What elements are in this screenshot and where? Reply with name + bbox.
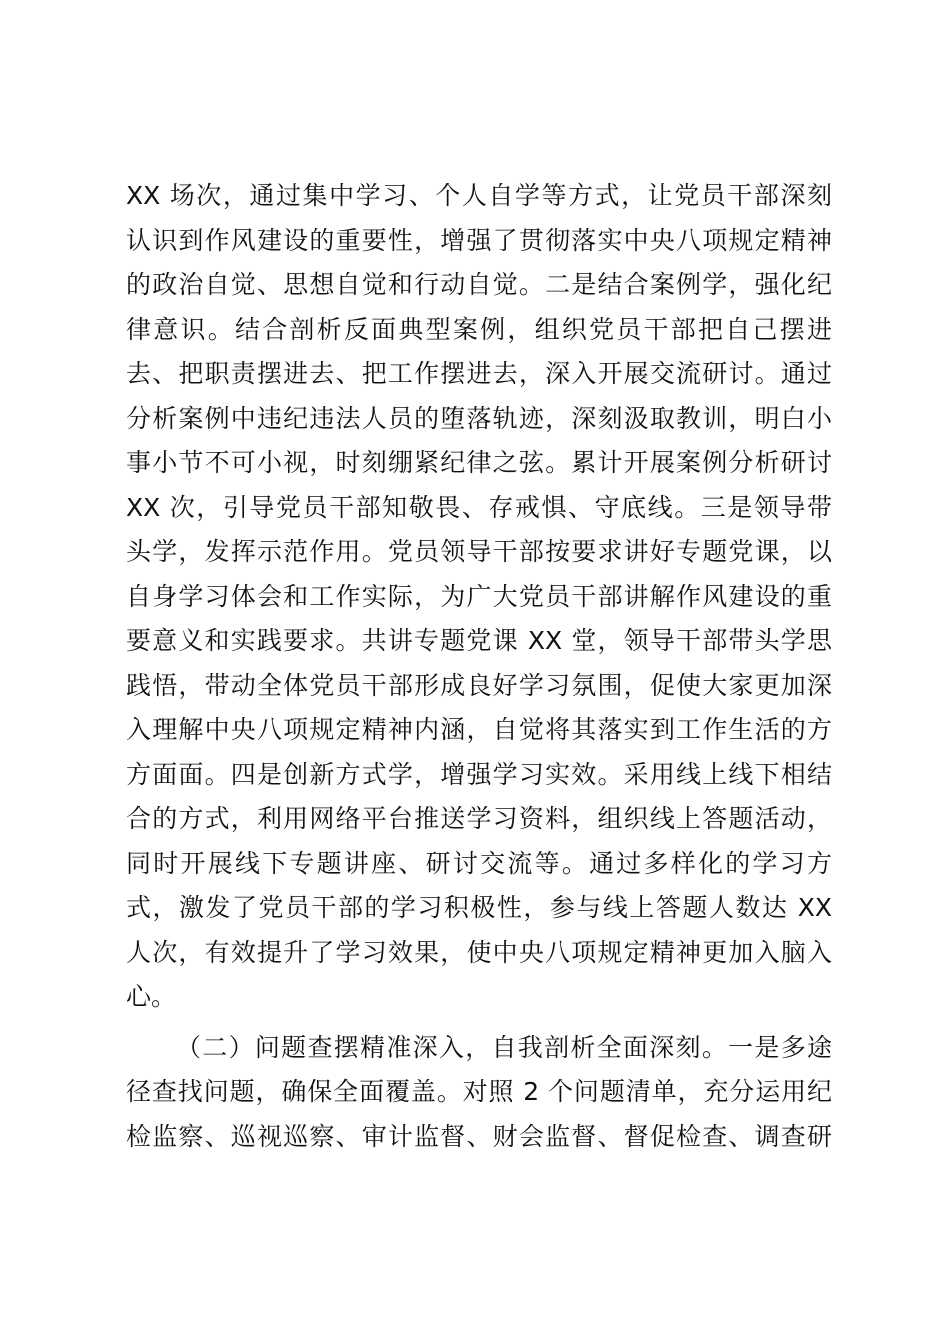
text-line: XX 次，引导党员干部知敬畏、存戒惧、守底线。三是领导带 xyxy=(126,492,832,522)
text-line: 径查找问题，确保全面覆盖。对照 2 个问题清单，充分运用纪 xyxy=(126,1077,832,1106)
text-line: 入理解中央八项规定精神内涵，自觉将其落实到工作生活的方 xyxy=(126,715,832,744)
text-line: 律意识。结合剖析反面典型案例，组织党员干部把自己摆进 xyxy=(126,314,832,344)
text-line: 认识到作风建设的重要性，增强了贯彻落实中央八项规定精神 xyxy=(126,225,832,255)
text-line: 去、把职责摆进去、把工作摆进去，深入开展交流研讨。通过 xyxy=(126,359,832,388)
text-line: （二）问题查摆精准深入，自我剖析全面深刻。一是多途 xyxy=(176,1032,832,1062)
text-line: 践悟，带动全体党员干部形成良好学习氛围，促使大家更加深 xyxy=(126,670,832,700)
paragraph-1 xyxy=(126,174,832,1020)
text-line: 检监察、巡视巡察、审计监督、财会监督、督促检查、调查研 xyxy=(126,1121,832,1151)
text-line: 同时开展线下专题讲座、研讨交流等。通过多样化的学习方 xyxy=(126,848,832,878)
text-line: 合的方式，利用网络平台推送学习资料，组织线上答题活动， xyxy=(126,804,832,833)
paragraph-2 xyxy=(126,1026,832,1160)
text-line: 头学，发挥示范作用。党员领导干部按要求讲好专题党课，以 xyxy=(126,537,832,566)
text-line: 方面面。四是创新方式学，增强学习实效。采用线上线下相结 xyxy=(126,759,832,789)
text-line: 的政治自觉、思想自觉和行动自觉。二是结合案例学，强化纪 xyxy=(126,270,832,299)
body-text xyxy=(126,174,832,1159)
text-line: 心。 xyxy=(126,982,177,1011)
text-line: 要意义和实践要求。共讲专题党课 XX 堂，领导干部带头学思 xyxy=(126,626,832,655)
text-line: 人次，有效提升了学习效果，使中央八项规定精神更加入脑入 xyxy=(126,937,832,967)
text-line: 自身学习体会和工作实际，为广大党员干部讲解作风建设的重 xyxy=(126,581,832,611)
text-line: 事小节不可小视，时刻绷紧纪律之弦。累计开展案例分析研讨 xyxy=(126,448,832,477)
text-line: XX 场次，通过集中学习、个人自学等方式，让党员干部深刻 xyxy=(126,181,832,210)
text-line: 分析案例中违纪违法人员的堕落轨迹，深刻汲取教训，明白小 xyxy=(126,403,832,433)
text-line: 式，激发了党员干部的学习积极性，参与线上答题人数达 XX xyxy=(126,893,832,922)
